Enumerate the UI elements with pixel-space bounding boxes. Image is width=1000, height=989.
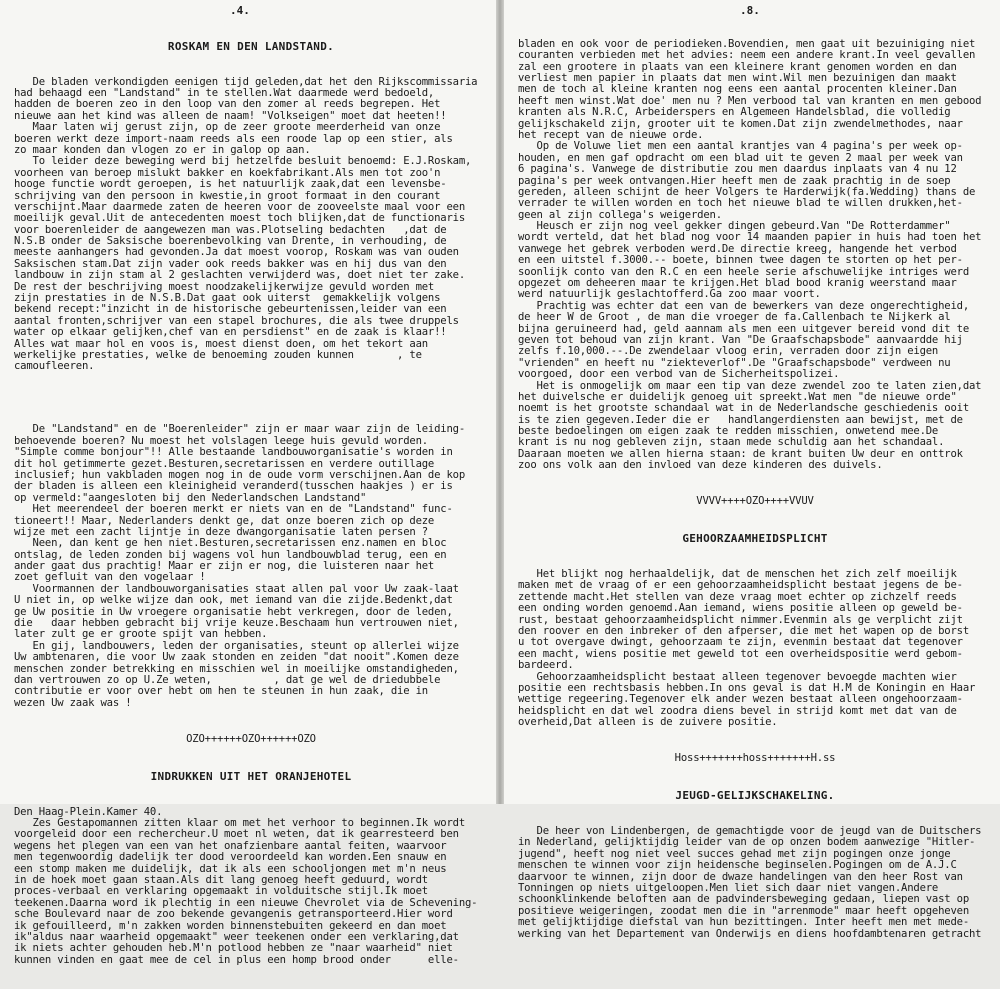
text-line: De heer von Lindenbergen, de gemachtigde voor de jeugd van de Duitschers xyxy=(518,825,982,837)
text-line: ik niets achter gehouden heb.M'n potlood hebben ze "naar waarheid" niet xyxy=(14,942,453,955)
text-line: voorheen van beroep mislukt bakker en koekfabrikant.Als men tot zoo'n xyxy=(14,166,441,179)
text-line: aantal fronten,schrijver van een stapel brochures, die als twee druppels xyxy=(14,314,459,327)
text-line: Het meerendeel der boeren merkt er niets van en de "Landstand" func- xyxy=(14,503,453,516)
page-number-right: .8. xyxy=(740,4,760,17)
text-line: geen al zijn collega's weigerden. xyxy=(518,208,722,221)
text-line: Het blijkt nog herhaaldelijk, dat de menschen het zich zelf moeilijk xyxy=(518,568,957,581)
text-line: de heer W de Groot , de man die vroeger de fa.Callenbach te Nijkerk al xyxy=(518,311,951,324)
text-line: zijn prestaties in de N.S.B.Dat gaat ook uiterst gemakkelijk volgens xyxy=(14,292,441,305)
text-line: jugend", heeft nog niet veel succes gehad met zijn pogingen onze jonge xyxy=(518,847,951,860)
text-line: maken met de vraag of er een gehoorzaamheidsplicht bestaat jegens de be- xyxy=(518,579,963,592)
text-line: De "Landstand" en de "Boerenleider" zijn er maar waar zijn de leiding- xyxy=(14,423,465,436)
text-line: "vrienden" en heeft nu "ziekteverlof".De "Graafschapsbode" verdween nu xyxy=(518,356,951,369)
text-line: menschen te winnen voor zijn heidensche beginselen.Pogingen om de A.J.C xyxy=(518,859,957,872)
text-line: Neen, dan kent ge hen niet.Besturen,secretarissen enz.namen en bloc xyxy=(14,537,447,550)
text-line: verrader te willen worden en toch het nieuwe blad te willen drukken,het- xyxy=(518,197,963,210)
text-line: zal een grootere in plaats van een kleinere krant genomen worden en dan xyxy=(518,60,957,73)
text-line: menschen zonder betrekking en misschien wel in moeilijke omstandigheden, xyxy=(14,662,459,675)
text-line: voorgoed, door een verbod van de Sicherheitspolizei. xyxy=(518,368,840,381)
text-line: De rest der beschrijving moest noodzakelijkerwijze gevuld worden met xyxy=(14,280,435,293)
text-line: ontslag, de leden zonden bij wagens vol hun landbouwblad terug, een en xyxy=(14,548,447,561)
page-number-left: .4. xyxy=(230,4,250,17)
text-line: Zes Gestapomannen zitten klaar om met het verhoor to beginnen.Ik wordt xyxy=(14,817,465,829)
text-line: En gij, landbouwers, leden der organisaties, steunt op allerlei wijze xyxy=(14,639,459,652)
page-gutter xyxy=(496,0,504,804)
text-line: daarvoor te winnen, zijn door de dwaze handelingen van den heer Rost van xyxy=(518,870,963,883)
text-line: De bladen verkondigden eenigen tijd geleden,dat het den Rijkscommissaria xyxy=(14,75,478,88)
text-line: u tot overgave dwingt, gehoorzaam te zijn, evenmin bestaat dat tegenover xyxy=(518,636,963,649)
text-line: verliest men papier in plaats dat men wint.Wil men bezuinigen dan maakt xyxy=(518,71,957,84)
text-line: opgezet om deheeren maar te krijgen.Het blad bood kranig weerstand maar xyxy=(518,277,957,290)
paragraph-block xyxy=(14,424,488,709)
text-line: meeste aanhangers had gevonden.Ja dat moest voorop, Roskam was van ouden xyxy=(14,246,459,259)
section-separator: VVVV++++OZO++++VVUV xyxy=(696,495,814,508)
article-heading-oranjehotel: INDRUKKEN UIT HET ORANJEHOTEL xyxy=(150,769,352,783)
text-line: had behaagd een "Landstand" in te stellen.Wat daarmede werd bedoeld, xyxy=(14,87,435,100)
section-separator: Hoss+++++++hoss+++++++H.ss xyxy=(674,752,836,765)
text-line: Prachtig was echter dat een van de bewerkers van deze ongerechtigheid, xyxy=(518,299,969,312)
text-line: ge Uw positie in Uw vroegere organisatie hebt verkregen, door de leden, xyxy=(14,605,453,618)
text-line: To leider deze beweging werd bij hetzelfde besluit benoemd: E.J.Roskam, xyxy=(14,155,472,168)
text-line: een macht, wiens positie met geweld tot een overheidspositie werd gebom- xyxy=(518,647,963,660)
text-line: werd natuurlijk geslachtofferd.Ga zoo maar voort. xyxy=(518,288,821,301)
text-line: noemt is het grootste schandaal wat in de Nederlandsche geschiedenis ooit xyxy=(518,402,969,415)
text-line: kranten als N.R.C, Arbeiderspers en Algemeen Handelsblad, die volledig xyxy=(518,106,951,119)
paragraph-block xyxy=(14,807,488,966)
text-line: een onding worden genoemd.Aan iemand, wiens positie alleen op geweld be- xyxy=(518,602,963,615)
text-line: boeren werkt deze import-naam reeds als een roode lap op een stier, als xyxy=(14,132,453,145)
text-line: dit hol getimmerte gezet.Besturen,secretarissen en verdere outillage xyxy=(14,457,435,470)
text-line: heeft men winst.Wat doe' men nu ? Men verbood tal van kranten en men gebood xyxy=(518,94,982,107)
text-line: gereden, alleen schijnt de heer Volgers te Harderwijk(fa.Wedding) thans de xyxy=(518,185,976,198)
text-line: positieve weigeringen, zoodat men die in "arrenmode" maar heeft opgeheven xyxy=(518,904,969,917)
right-page xyxy=(504,0,1000,940)
text-line: Den Haag-Plein.Kamer 40. xyxy=(14,805,163,818)
text-line: sche Boulevard naar de zoo bekende gevangenis getransporteerd.Hier word xyxy=(14,908,453,921)
text-line: Saksischen stam.Dat zijn vader ook reeds bakker was en hij dus van den xyxy=(14,257,447,270)
text-line: bladen en ook voor de periodieken.Bovendien, men gaat uit bezuiniging niet xyxy=(518,37,976,50)
text-line: Alles wat maar hol en voos is, moest dienst doen, om het tekort aan xyxy=(14,337,428,350)
text-line: Uw ambtenaren, die voor Uw zaak stonden en zeiden "dat nooit".Komen deze xyxy=(14,651,459,664)
text-line: houden, en men gaf opdracht om een blad uit te geven 2 maal per week van xyxy=(518,151,963,164)
text-line: "Simple comme bonjour"!! Alle bestaande landbouworganisatie's worden in xyxy=(14,446,453,459)
text-line: zoet gefluit van den vogelaar ! xyxy=(14,571,206,584)
text-line: voor boerenleider de aangewezen man was.Plotseling bedachten ,dat de xyxy=(14,223,447,236)
text-line: soonlijk conto van den R.C en een heele serie afschuwelijke intriges werd xyxy=(518,265,969,278)
text-line: wegens het plegen van een van het onafzienbare aantal feiten, waarvoor xyxy=(14,839,447,852)
text-line: Het is onmogelijk om maar een tip van deze zwendel zoo te laten zien,dat xyxy=(518,379,982,392)
text-line: N.S.B onder de Saksische boerenbevolking van Drente, in verhouding, de xyxy=(14,235,447,248)
text-line: nieuwe aan het kind was alleen de naam! "Volkseigen" moet dat heeten!! xyxy=(14,109,447,122)
text-line: bardeerd. xyxy=(518,659,574,672)
text-line: wezen Uw zaak was ! xyxy=(14,696,132,709)
text-line: U niet in, op welke wijze dan ook, met iemand van die zijde.Bedenkt,dat xyxy=(14,594,453,607)
section-separator: OZO++++++OZO++++++OZO xyxy=(186,732,316,745)
text-line: Voormannen der landbouworganisaties staat allen pal voor Uw zaak-laat xyxy=(14,582,459,595)
text-line: Tonningen op niets uitgeloopen.Men liet sich daar niet vangen.Andere xyxy=(518,881,939,894)
text-line: moeilijk geval.Uit de antecedenten moest toch blijken,dat de functionaris xyxy=(14,212,465,225)
text-line: krant is nu nog gebleven zijn, staan mede schuldig aan het schandaal. xyxy=(518,436,945,449)
text-line: bekend recept:"inzicht in de historische gebeurtenissen,leider van een xyxy=(14,303,447,316)
text-line: schoonklinkende beloften aan de padvindersbeweging gedaan, liepen vast op xyxy=(518,893,969,906)
text-line: ander gaat dus prachtig! Maar er zijn er nog, die luisteren naar het xyxy=(14,560,435,573)
text-line: hooge functie wordt geroepen, is het natuurlijk zaak,dat een levensbe- xyxy=(14,178,447,191)
text-line: met gelijktijdige diefstal van hun bezittingen. Inter heeft men met mede- xyxy=(518,916,969,929)
text-line: wordt verteld, dat het blad nog voor 14 maanden papier in huis had toen het xyxy=(518,231,982,244)
text-line: behoevende boeren? Nu moest het volslagen leege huis gevuld worden. xyxy=(14,434,428,447)
text-line: het duivelsche er duidelijk genoeg uit spreekt.Wat men "de nieuwe orde" xyxy=(518,390,957,403)
text-line: Heusch er zijn nog veel gekker dingen gebeurd.Van "De Rotterdammer" xyxy=(518,220,951,233)
text-line: geven tot behoud van zijn krant. Van "De Graafschapsbode" aanvaardde hij xyxy=(518,333,963,346)
text-line: contributie er voor over hebt om hen te steunen in hun zaak, die in xyxy=(14,685,428,698)
right-column xyxy=(518,16,992,963)
text-line: verschijnt.Maar daarmede zaten de heeren voor de zooveelste maal voor een xyxy=(14,200,465,213)
text-line: men de toch al kleine kranten nog eens een aantal procenten kleiner.Dan xyxy=(518,83,957,96)
text-line: zettende macht.Het stellen van deze vraag moet echter op zichzelf reeds xyxy=(518,590,957,603)
article-heading-roskam: ROSKAM EN DEN LANDSTAND. xyxy=(167,39,335,53)
paragraph-block xyxy=(14,77,488,373)
text-line: kunnen vinden en gaat mee de cel in plus een homp brood onder elle- xyxy=(14,953,459,966)
text-line: in de hoek moet gaan staan.Als dit lang genoeg heeft geduurd, wordt xyxy=(14,873,428,886)
text-line: werkelijke prestaties, welke de benoeming zouden kunnen , te xyxy=(14,349,422,361)
text-line: Gehoorzaamheidsplicht bestaat alleen tegenover bevoegde machten wier xyxy=(518,670,957,683)
text-line: ik gefouilleerd, m'n zakken worden binnenstebuiten gekeerd en dan moet xyxy=(14,919,447,932)
text-line: voorgeleid door een rechercheur.U moet nl weten, dat ik gearresteerd ben xyxy=(14,828,459,841)
text-line: schrijving van den persoon in kwestie,in groot formaat in den courant xyxy=(14,189,441,202)
text-line: wettige regeering.Tegenover elk ander wezen bestaat alleen ongehoorzaam- xyxy=(518,693,963,706)
text-line: op vermeld:"aangesloten bij den Nederlandschen Landstand" xyxy=(14,491,367,504)
text-line: landbouw in zijn stam al 2 geslachten verwijderd was, doet niet ter zake. xyxy=(14,269,465,282)
left-column xyxy=(14,16,488,989)
text-line: hadden de boeren zeo in den loop van den zomer al reeds begrepen. Het xyxy=(14,98,441,111)
text-line: proces-verbaal en verklaring opgemaakt in volduitsche stijl.Ik moet xyxy=(14,885,428,898)
text-line: bijna geruineerd had, geld aannam als men een uitgever bereid vond dit te xyxy=(518,322,969,335)
text-line: dan vertrouwen zo op U.Ze weten, , dat ge wel de driedubbele xyxy=(14,674,441,686)
text-line: een stomp maken me duidelijk, dat ik als een schooljongen met m'n neus xyxy=(14,862,447,875)
text-line: den roover en den inbreker of den afperser, die met het wapen op de borst xyxy=(518,625,969,638)
text-line: het recept van de nieuwe orde. xyxy=(518,128,704,141)
text-line: zo maar konden dan vlogen zo er in galop op aan. xyxy=(14,143,311,156)
text-line: der bladen is alleen een kleinigheid veranderd(tusschen haakjes ) er is xyxy=(14,480,453,493)
text-line: Op de Voluwe liet men een aantal krantjes van 4 pagina's per week op- xyxy=(518,140,963,153)
text-line: 6 pagina's. Vanwege de distributie zou men daardus inplaats van 4 nu 12 xyxy=(518,163,957,176)
paragraph-block xyxy=(518,569,992,728)
text-line: vanwege het gebrek verboden werd.De directie kreeg, hangende het verbod xyxy=(518,242,957,255)
text-line: overheid,Dat alleen is de zuivere positie. xyxy=(518,716,778,729)
text-line: water op elkaar gelijken,chef van en persdienst" en de zaak is klaar!! xyxy=(14,326,447,339)
text-line: couranten verbieden met het advies: neem een andere krant.In veel gevallen xyxy=(518,49,976,62)
text-line: teekenen.Daarna word ik plechtig in een nieuwe Chevrolet via de Schevening- xyxy=(14,896,478,909)
text-line: ik"aldus naar waarheid opgemaakt" weer teekenen onder een verklaring,dat xyxy=(14,930,459,943)
text-line: positie een rechtsbasis hebben.In ons geval is dat H.M de Koningin en Haar xyxy=(518,682,976,694)
text-line: pagina's per week ontvangen.Hier heeft men de zaak prachtig in de soep xyxy=(518,174,951,187)
text-line: heidsplicht en dat wel zoodra diens bevel in strijd komt met dat van de xyxy=(518,704,957,717)
text-line: die daar hebben gebracht bij vrije keuze.Beschaam hun vertrouwen niet, xyxy=(14,617,459,630)
text-line: Maar laten wij gerust zijn, op de zeer groote meerderheid van onze xyxy=(14,121,441,134)
article-heading-gehoorzaamheid: GEHOORZAAMHEIDSPLICHT xyxy=(682,532,828,546)
text-line: in Nederland, gelijktijdig leider van de op onzen bodem aanwezige "Hitler- xyxy=(518,836,976,849)
text-line: later zult ge er groote spijt van hebben. xyxy=(14,628,268,641)
left-page xyxy=(0,0,496,966)
text-line: is te zien gegeven.Ieder die er handlangerdiensten aan bewijst, met de xyxy=(518,413,963,426)
text-line: camoufleeren. xyxy=(14,360,95,373)
text-line: en een uitstel f.3000.-- boete, binnen twee dagen te storten op het per- xyxy=(518,254,963,267)
text-line: wijze met een zacht lijntje in deze dwangorganisatie laten persen ? xyxy=(14,525,428,538)
text-line: Daaraan moeten we allen hierna staan: de krant buiten Uw deur en onttrok xyxy=(518,447,963,460)
article-heading-jeugd: JEUGD-GELIJKSCHAKELING. xyxy=(675,789,835,803)
text-line: tioneert!! Maar, Nederlanders denkt ge, dat onze boeren zich op deze xyxy=(14,514,435,527)
text-line: men tegenwoordig dadelijk ter dood veroordeeld kan worden.Een snauw en xyxy=(14,851,447,864)
text-line: beste bedoelingen om eigen zaak te redden misschien, onwetend mee.De xyxy=(518,425,939,438)
text-line: gelijkschakeld zijn, grooter uit te komen.Dat zijn zwendelmethodes, naar xyxy=(518,117,963,130)
text-line: werking van het Departement van Onderwijs en diens hoofdambtenaren getracht xyxy=(518,927,982,940)
paragraph-block xyxy=(518,39,992,472)
text-line: zoo ons volk aan den invloed van deze kinderen des duivels. xyxy=(518,459,883,472)
paragraph-block xyxy=(518,826,992,940)
text-line: zelfs f.10,000.--.De zwendelaar vloog erin, verraden door zijn eigen xyxy=(518,345,939,358)
text-line: inclusief; hun vakbladen mogen nog in de oude vorm verschijnen.Aan de kop xyxy=(14,468,465,481)
text-line: rust, bestaat gehoorzaamheidsplicht nimmer.Evenmin als ge verplicht zijt xyxy=(518,613,963,626)
